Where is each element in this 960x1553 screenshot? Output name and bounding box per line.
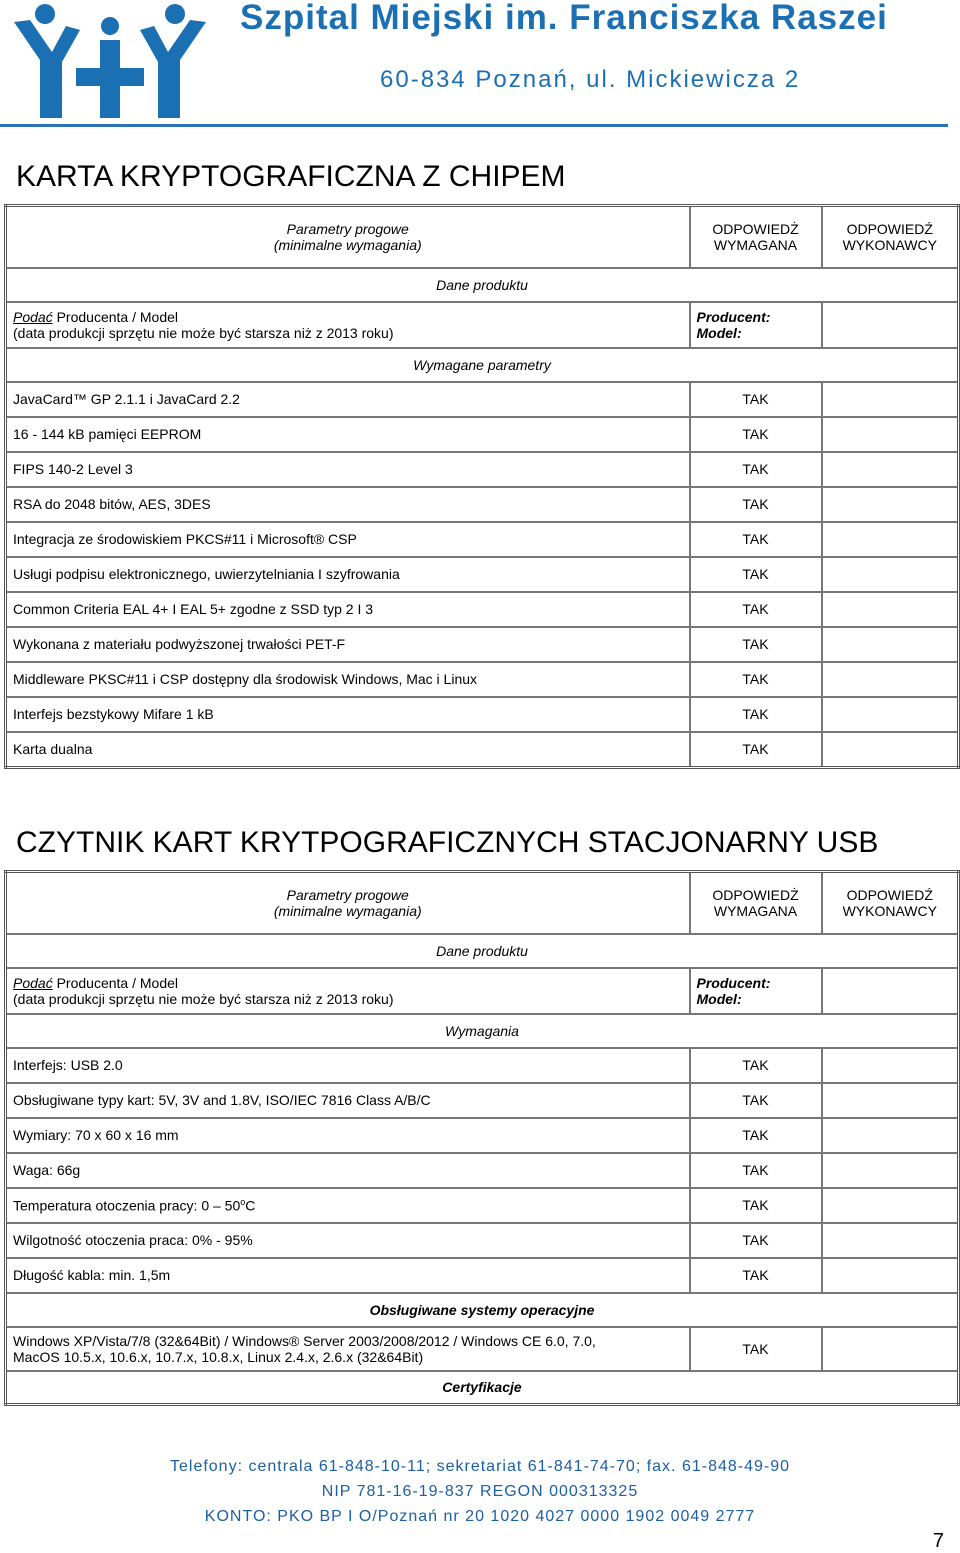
required-answer-header: ODPOWIEDŻ WYMAGANA: [690, 872, 822, 934]
table-header-row: [6, 872, 959, 934]
requirement-text: Integracja ze środowiskiem PKCS#11 i Microsoft® CSP: [6, 522, 690, 557]
contractor-answer-cell[interactable]: [822, 452, 959, 487]
table-row: [6, 417, 959, 452]
requirement-text: Wilgotność otoczenia praca: 0% - 95%: [6, 1223, 690, 1258]
requirements-banner: Wymagania: [6, 1014, 959, 1048]
table-row: [6, 662, 959, 697]
table-row: [6, 592, 959, 627]
requirement-text: Common Criteria EAL 4+ I EAL 5+ zgodne z SSD typ 2 I 3: [6, 592, 690, 627]
page-number: 7: [932, 1530, 944, 1552]
table-row: [6, 1153, 959, 1188]
required-answer: TAK: [690, 522, 822, 557]
contractor-answer-cell[interactable]: [822, 522, 959, 557]
product-row: [6, 968, 959, 1014]
required-answer: TAK: [690, 1153, 822, 1188]
provide-label: Podać: [13, 308, 53, 325]
card-spec-table: [4, 204, 960, 769]
required-answer: TAK: [690, 452, 822, 487]
required-answer: TAK: [690, 697, 822, 732]
table-row: [6, 1083, 959, 1118]
contractor-answer-cell[interactable]: [822, 417, 959, 452]
requirement-text: Waga: 66g: [6, 1153, 690, 1188]
table-row: [6, 557, 959, 592]
requirement-text: Wymiary: 70 x 60 x 16 mm: [6, 1118, 690, 1153]
production-date-note: (data produkcji sprzętu nie może być starsza niż z 2013 roku): [13, 990, 394, 1007]
contractor-answer-cell[interactable]: [822, 1223, 959, 1258]
table-row: [6, 627, 959, 662]
requirement-text: FIPS 140-2 Level 3: [6, 452, 690, 487]
contractor-answer-cell[interactable]: [822, 557, 959, 592]
contractor-answer-cell[interactable]: [822, 1083, 959, 1118]
os-list: Windows XP/Vista/7/8 (32&64Bit) / Windows® Server 2003/2008/2012 / Windows CE 6.0, 7.0, MacOS 10.5.x, 10.6.x, 10.7.x, 10.8.x, Linux 2.4.x, 2.6.x (32&64Bit): [6, 1327, 690, 1371]
required-answer: TAK: [690, 1048, 822, 1083]
hospital-address: 60-834 Poznań, ul. Mickiewicza 2: [380, 66, 801, 93]
requirement-text: Wykonana z materiału podwyższonej trwałości PET-F: [6, 627, 690, 662]
params-header: Parametry progowe (minimalne wymagania): [6, 872, 690, 934]
footer-bank-account: KONTO: PKO BP I O/Poznań nr 20 1020 4027 0000 1902 0049 2777: [204, 1508, 756, 1525]
requirement-text: RSA do 2048 bitów, AES, 3DES: [6, 487, 690, 522]
header-divider: [0, 124, 948, 127]
required-answer: TAK: [690, 592, 822, 627]
requirement-text: Karta dualna: [6, 732, 690, 768]
table-row: [6, 487, 959, 522]
contractor-answer-cell[interactable]: [822, 662, 959, 697]
requirement-text: Middleware PKSC#11 i CSP dostępny dla środowisk Windows, Mac i Linux: [6, 662, 690, 697]
params-header: Parametry progowe (minimalne wymagania): [6, 206, 690, 268]
footer-phones: Telefony: centrala 61-848-10-11; sekretariat 61-841-74-70; fax. 61-848-49-90: [169, 1458, 791, 1475]
required-answer: TAK: [690, 1118, 822, 1153]
contractor-answer-cell[interactable]: [822, 968, 959, 1014]
table-row: [6, 1258, 959, 1293]
contractor-answer-cell[interactable]: [822, 1048, 959, 1083]
contractor-answer-cell[interactable]: [822, 697, 959, 732]
os-banner: Obsługiwane systemy operacyjne: [6, 1293, 959, 1327]
product-data-banner: Dane produktu: [6, 268, 959, 302]
contractor-answer-cell[interactable]: [822, 592, 959, 627]
certifications-banner: Certyfikacje: [6, 1371, 959, 1405]
required-answer: TAK: [690, 732, 822, 768]
required-answer: TAK: [690, 417, 822, 452]
required-answer: TAK: [690, 662, 822, 697]
requirement-text: Interfejs bezstykowy Mifare 1 kB: [6, 697, 690, 732]
reader-spec-table: [4, 870, 960, 1406]
required-answer: TAK: [690, 557, 822, 592]
table-row: [6, 697, 959, 732]
contractor-answer-cell[interactable]: [822, 1153, 959, 1188]
product-row: [6, 302, 959, 348]
requirement-text: Usługi podpisu elektronicznego, uwierzytelniania I szyfrowania: [6, 557, 690, 592]
producer-model-cell: Producent: Model:: [690, 968, 822, 1014]
required-answer: TAK: [690, 1083, 822, 1118]
hospital-name: Szpital Miejski im. Franciszka Raszei: [240, 0, 888, 37]
requirement-text: JavaCard™ GP 2.1.1 i JavaCard 2.2: [6, 382, 690, 417]
table-header-row: [6, 206, 959, 268]
required-answer: TAK: [690, 382, 822, 417]
production-date-note: (data produkcji sprzętu nie może być starsza niż z 2013 roku): [13, 324, 394, 341]
contractor-answer-header: ODPOWIEDŹ WYKONAWCY: [822, 872, 959, 934]
required-answer: TAK: [690, 1327, 822, 1371]
required-params-banner: Wymagane parametry: [6, 348, 959, 382]
table-row: [6, 522, 959, 557]
contractor-answer-cell[interactable]: [822, 627, 959, 662]
requirement-text: Obsługiwane typy kart: 5V, 3V and 1.8V, ISO/IEC 7816 Class A/B/C: [6, 1083, 690, 1118]
hospital-logo: [10, 0, 210, 120]
contractor-answer-header: ODPOWIEDŹ WYKONAWCY: [822, 206, 959, 268]
table-row: [6, 1048, 959, 1083]
contractor-answer-cell[interactable]: [822, 732, 959, 768]
reader-section-title: CZYTNIK KART KRYTPOGRAFICZNYCH STACJONARNY USB: [16, 826, 879, 859]
contractor-answer-cell[interactable]: [822, 1258, 959, 1293]
product-description: Podać Producenta / Model (data produkcji sprzętu nie może być starsza niż z 2013 roku): [6, 968, 690, 1014]
contractor-answer-cell[interactable]: [822, 302, 959, 348]
required-answer: TAK: [690, 1223, 822, 1258]
provide-label: Podać: [13, 974, 53, 991]
required-answer: TAK: [690, 487, 822, 522]
requirement-text: Interfejs: USB 2.0: [6, 1048, 690, 1083]
footer-tax-ids: NIP 781-16-19-837 REGON 000313325: [321, 1483, 639, 1500]
product-description: Podać Producenta / Model (data produkcji sprzętu nie może być starsza niż z 2013 roku): [6, 302, 690, 348]
producer-model-cell: Producent: Model:: [690, 302, 822, 348]
required-answer-header: ODPOWIEDŻ WYMAGANA: [690, 206, 822, 268]
required-answer: TAK: [690, 1188, 822, 1223]
table-row: [6, 1188, 959, 1223]
contractor-answer-cell[interactable]: [822, 1118, 959, 1153]
os-row: [6, 1327, 959, 1371]
card-section-title: KARTA KRYPTOGRAFICZNA Z CHIPEM: [16, 160, 566, 193]
contractor-answer-cell[interactable]: [822, 1327, 959, 1371]
table-row: [6, 452, 959, 487]
table-row: [6, 382, 959, 417]
required-answer: TAK: [690, 1258, 822, 1293]
requirement-text: Temperatura otoczenia pracy: 0 – 50$^o$C: [6, 1188, 690, 1223]
table-row: [6, 732, 959, 768]
contractor-answer-cell[interactable]: [822, 382, 959, 417]
requirement-text: 16 - 144 kB pamięci EEPROM: [6, 417, 690, 452]
table-row: [6, 1223, 959, 1258]
contractor-answer-cell[interactable]: [822, 1188, 959, 1223]
product-data-banner: Dane produktu: [6, 934, 959, 968]
requirement-text: Długość kabla: min. 1,5m: [6, 1258, 690, 1293]
table-row: [6, 1118, 959, 1153]
required-answer: TAK: [690, 627, 822, 662]
contractor-answer-cell[interactable]: [822, 487, 959, 522]
